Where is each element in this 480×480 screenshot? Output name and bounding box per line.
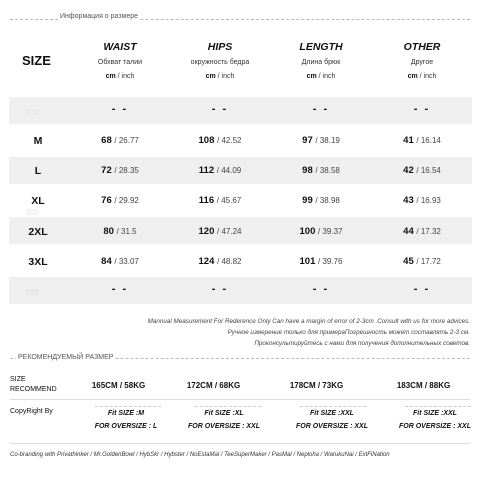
blank-cell: - - bbox=[211, 103, 229, 115]
length-header: LENGTH bbox=[299, 41, 343, 53]
table-cell: 112 / 44.09 bbox=[198, 165, 242, 176]
size-label: 3XL bbox=[28, 256, 48, 268]
table-cell: 116 / 45.67 bbox=[198, 195, 242, 206]
length-unit: cm / inch bbox=[306, 73, 336, 80]
table-cell: 84 / 33.07 bbox=[101, 256, 139, 267]
size-label: M bbox=[33, 135, 43, 147]
hips-header: HIPS bbox=[207, 41, 233, 53]
fit-divider bbox=[195, 406, 261, 407]
size-label: XL bbox=[31, 195, 45, 207]
table-cell: 100 / 39.37 bbox=[299, 226, 343, 237]
section-title: Информация о размере bbox=[60, 13, 139, 20]
other-header: OTHER bbox=[403, 41, 441, 53]
table-cell: 108 / 42.52 bbox=[198, 135, 242, 146]
table-cell: 44 / 17.32 bbox=[403, 226, 441, 237]
oversize-fit: FOR OVERSIZE : XXL bbox=[188, 423, 260, 430]
fit-divider bbox=[405, 406, 471, 407]
table-cell: 120 / 47.24 bbox=[198, 226, 242, 237]
fit-size: Fit SIZE :XL bbox=[204, 410, 244, 417]
other-unit: cm / inch bbox=[407, 73, 437, 80]
blank-cell: - - bbox=[312, 103, 330, 115]
oversize-fit: FOR OVERSIZE : XXL bbox=[399, 423, 471, 430]
size-recommend-label: RECOMMEND bbox=[10, 386, 57, 393]
table-cell: 42 / 16.54 bbox=[403, 165, 441, 176]
recommend-size: 183CM / 88KG bbox=[396, 381, 451, 390]
footer-divider bbox=[10, 443, 470, 444]
oversize-fit: FOR OVERSIZE : XXL bbox=[296, 423, 368, 430]
watermark-logo: ▒▒▒ bbox=[26, 210, 39, 216]
waist-unit: cm / inch bbox=[105, 73, 135, 80]
blank-cell: - - bbox=[211, 283, 229, 295]
copyright-label: CopyRight By bbox=[10, 408, 53, 415]
hips-unit: cm / inch bbox=[205, 73, 235, 80]
hips-ru-label: окружность бедра bbox=[190, 59, 250, 66]
size-recommend-label: SIZE bbox=[10, 376, 26, 383]
recommend-size: 172CM / 68KG bbox=[186, 381, 241, 390]
blank-cell: - - bbox=[413, 103, 431, 115]
watermark-logo: ▒▒▒ bbox=[26, 110, 39, 116]
recommend-size: 178CM / 73KG bbox=[289, 381, 344, 390]
blank-cell: - - bbox=[111, 283, 129, 295]
table-cell: 97 / 38.19 bbox=[302, 135, 340, 146]
blank-cell: - - bbox=[413, 283, 431, 295]
cobranding-footer: Co-branding with Privathinker / Mr.GoldenBowl / HybSkr / Hybster / NoEstaMal / TeeSuperMaker / PasMal / Neploha / WarukuNai / ExtFiNation bbox=[10, 452, 390, 458]
fit-divider bbox=[300, 406, 366, 407]
table-cell: 98 / 38.58 bbox=[302, 165, 340, 176]
table-cell: 45 / 17.72 bbox=[403, 256, 441, 267]
table-cell: 68 / 26.77 bbox=[101, 135, 139, 146]
recommend-size: 165CM / 58KG bbox=[91, 381, 146, 390]
consult-note-ru: Проконсультируйтесь с нами для получения дополнительных советов. bbox=[254, 340, 470, 347]
table-cell: 41 / 16.14 bbox=[403, 135, 441, 146]
fit-size: Fit SIZE :M bbox=[107, 410, 145, 417]
recommend-title: РЕКОМЕНДУЕМЫЙ РАЗМЕР bbox=[18, 354, 114, 361]
waist-header: WAIST bbox=[103, 41, 137, 53]
table-cell: 43 / 16.93 bbox=[403, 195, 441, 206]
fit-divider bbox=[95, 406, 161, 407]
row-divider bbox=[10, 399, 470, 400]
measurement-note-en: Mannual Measurement For Rederence Only Can have a margin of error of 2-3cm .Consult with us for more advices. bbox=[147, 318, 470, 325]
table-cell: 124 / 48.82 bbox=[198, 256, 242, 267]
size-column-header: SIZE bbox=[22, 53, 51, 68]
fit-size: Fit SIZE :XXL bbox=[413, 410, 457, 417]
other-ru-label: Другое bbox=[410, 59, 434, 66]
table-cell: 99 / 38.98 bbox=[302, 195, 340, 206]
size-label: L bbox=[34, 165, 42, 177]
watermark-logo: ▒▒▒ bbox=[26, 290, 39, 296]
blank-cell: - - bbox=[111, 103, 129, 115]
measurement-note-ru: Ручное измерение только для примераПогрешность может составлять 2-3 см. bbox=[227, 329, 470, 336]
oversize-fit: FOR OVERSIZE : L bbox=[94, 423, 158, 430]
blank-cell: - - bbox=[312, 283, 330, 295]
table-cell: 72 / 28.35 bbox=[101, 165, 139, 176]
length-ru-label: Длина брюк bbox=[301, 59, 341, 66]
table-cell: 101 / 39.76 bbox=[299, 256, 343, 267]
fit-size: Fit SIZE :XXL bbox=[310, 410, 354, 417]
size-label: 2XL bbox=[28, 226, 48, 238]
table-cell: 76 / 29.92 bbox=[101, 195, 139, 206]
table-cell: 80 / 31.5 bbox=[103, 226, 137, 237]
waist-ru-label: Обхват талии bbox=[97, 59, 143, 66]
